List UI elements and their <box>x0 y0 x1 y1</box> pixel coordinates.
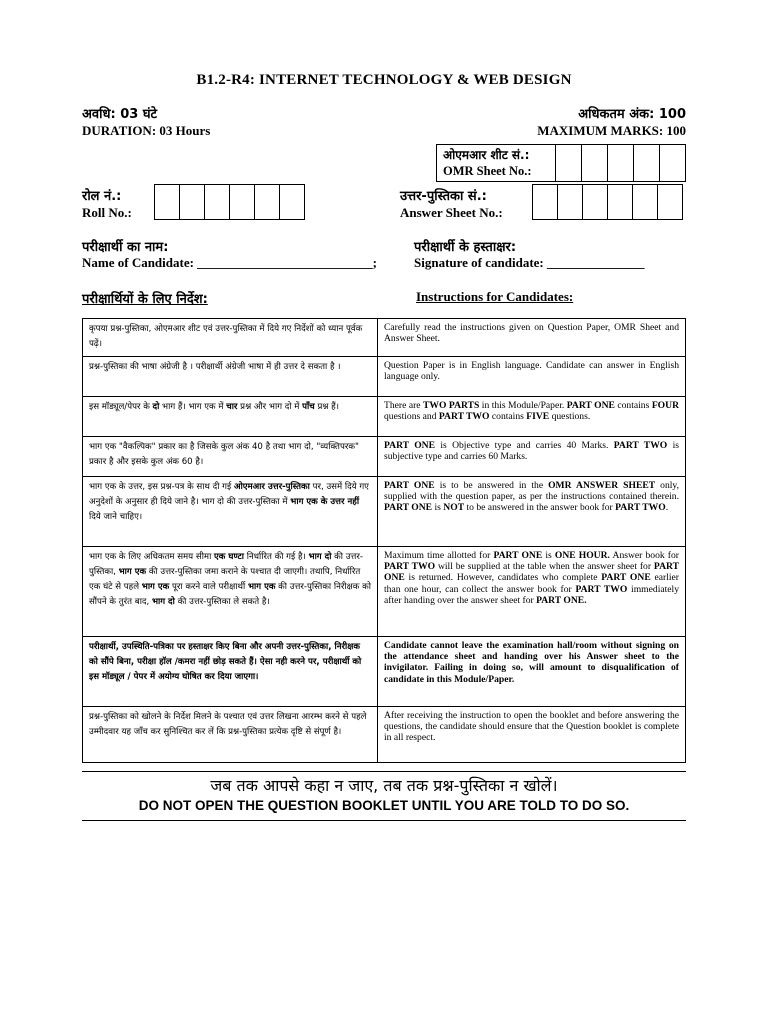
roll-label-hindi: रोल नं.: <box>82 189 122 204</box>
answer-sheet-digit-cell[interactable] <box>657 185 682 219</box>
roll-number-boxes <box>154 184 305 220</box>
instruction-row <box>83 437 686 477</box>
instructions-heading-english: Instructions for Candidates: <box>416 289 574 304</box>
candidate-signature-field[interactable]: Signature of candidate: _______________ <box>414 255 645 270</box>
roll-digit-cell[interactable] <box>204 185 229 219</box>
instruction-row <box>83 707 686 763</box>
roll-label-english: Roll No.: <box>82 205 132 220</box>
instruction-english: Carefully read the instructions given on Question Paper, OMR Sheet and Answer Sheet. <box>378 319 686 357</box>
instruction-english: PART ONE is to be answered in the OMR ANSWER SHEET only, supplied with the question paper, as per the instructions contained therein. PART ONE is NOT to be answered in the answer book for PART TWO. <box>378 477 686 547</box>
instruction-row <box>83 547 686 637</box>
omr-label-hindi: ओएमआर शीट सं.: <box>443 148 530 162</box>
instruction-english: Maximum time allotted for PART ONE is ONE HOUR. Answer book for PART TWO will be supplied at the table when the answer sheet for PART ONE is returned. However, candidates who complete PART ONE earlier than one hour, can collect the answer book for PART TWO immediately after handing over the answer sheet for PART ONE. <box>378 547 686 637</box>
instruction-hindi: भाग एक के उत्तर, इस प्रश्न-पत्र के साथ दी गई ओएमआर उत्तर-पुस्तिका पर, उसमें दिये गए अनुदेशों के अनुसार ही दिये जाने है। भाग दो की उत्तर-पुस्तिका में भाग एक के उत्तर नहीं दिये जाने चाहिए। <box>83 477 378 547</box>
instruction-row <box>83 319 686 357</box>
omr-sheet-label <box>443 147 532 179</box>
warning-hindi: जब तक आपसे कहा न जाए, तब तक प्रश्न-पुस्तिका न खोलें। <box>210 776 558 795</box>
instruction-hindi: परीक्षार्थी, उपस्थिति-पत्रिका पर हस्ताक्षर किए बिना और अपनी उत्तर-पुस्तिका, निरीक्षक को सौंपे बिना, परीक्षा हॉल /कमरा नहीं छोड़ सकते हैं। ऐसा नही करने पर, परीक्षार्थी को इस मॉड्यूल / पेपर में अयोग्य घोषित कर दिया जाएगा। <box>83 637 378 707</box>
roll-digit-cell[interactable] <box>254 185 279 219</box>
paper-title: B1.2-R4: INTERNET TECHNOLOGY & WEB DESIGN <box>196 72 572 88</box>
instruction-hindi: प्रश्न-पुस्तिका को खोलने के निर्देश मिलने के पश्चात एवं उत्तर लिखना आरम्भ करने से पहले उम्मीदवार यह जाँच कर सुनिश्चित कर लें कि प्रश्न-पुस्तिका प्रत्येक दृष्टि से संपूर्ण है। <box>83 707 378 763</box>
instruction-row <box>83 477 686 547</box>
footer-top-rule <box>82 771 686 772</box>
omr-digit-cells <box>555 145 685 181</box>
instruction-row <box>83 637 686 707</box>
instruction-hindi: कृपया प्रश्न-पुस्तिका, ओएमआर शीट एवं उत्तर-पुस्तिका में दिये गए निर्देशों को ध्यान पूर्वक पढ़ें। <box>83 319 378 357</box>
warning-english: DO NOT OPEN THE QUESTION BOOKLET UNTIL YOU ARE TOLD TO DO SO. <box>138 798 630 813</box>
instruction-english: Question Paper is in English language. Candidate can answer in English language only. <box>378 357 686 397</box>
answer-sheet-digit-cell[interactable] <box>557 185 582 219</box>
instructions-heading-hindi: परीक्षार्थियों के लिए निर्देश: <box>82 292 208 307</box>
max-marks-english: MAXIMUM MARKS: 100 <box>537 123 686 138</box>
answer-sheet-digit-cell[interactable] <box>582 185 607 219</box>
roll-digit-cell[interactable] <box>155 185 179 219</box>
omr-digit-cell[interactable] <box>607 145 633 181</box>
instruction-english: There are TWO PARTS in this Module/Paper. PART ONE contains FOUR questions and PART TWO contains FIVE questions. <box>378 397 686 437</box>
answer-sheet-number-boxes <box>532 184 683 220</box>
instruction-row <box>83 397 686 437</box>
candidate-name-field[interactable]: Name of Candidate: ___________________________; <box>82 255 378 270</box>
answer-sheet-label-english: Answer Sheet No.: <box>400 205 503 220</box>
instruction-hindi: इस मॉड्यूल/पेपर के दो भाग हैं। भाग एक में चार प्रश्न और भाग दो में पाँच प्रश्न हैं। <box>83 397 378 437</box>
answer-sheet-label-hindi: उत्तर-पुस्तिका सं.: <box>400 189 487 204</box>
instructions-table <box>82 318 686 763</box>
omr-label-english: OMR Sheet No.: <box>443 164 532 178</box>
answer-sheet-digit-cell[interactable] <box>607 185 632 219</box>
omr-sheet-number-box <box>436 144 686 182</box>
duration-english: DURATION: 03 Hours <box>82 123 211 138</box>
candidate-signature-label-hindi: परीक्षार्थी के हस्ताक्षर: <box>414 240 517 255</box>
answer-sheet-digit-cell[interactable] <box>533 185 557 219</box>
answer-sheet-digit-cell[interactable] <box>632 185 657 219</box>
roll-digit-cell[interactable] <box>279 185 304 219</box>
max-marks-hindi: अधिकतम अंक: 100 <box>578 107 686 122</box>
instruction-english: Candidate cannot leave the examination hall/room without signing on the attendance sheet and handing over his Answer sheet to the invigilator. Failing in doing so, will amount to disqualification of candidate in this Module/Paper. <box>378 637 686 707</box>
roll-digit-cell[interactable] <box>229 185 254 219</box>
duration-hindi: अवधि: 03 घंटे <box>82 107 158 122</box>
footer-bottom-rule <box>82 820 686 821</box>
omr-digit-cell[interactable] <box>581 145 607 181</box>
instruction-hindi: भाग एक "वैकल्पिक" प्रकार का है जिसके कुल अंक 40 है तथा भाग दो, "व्यक्तिपरक" प्रकार है और इसके कुल अंक 60 है। <box>83 437 378 477</box>
instruction-english: PART ONE is Objective type and carries 40 Marks. PART TWO is subjective type and carries 60 Marks. <box>378 437 686 477</box>
instruction-row <box>83 357 686 397</box>
instruction-hindi: भाग एक के लिए अधिकतम समय सीमा एक घण्टा निर्धारित की गई है। भाग दो की उत्तर-पुस्तिका, भाग एक की उत्तर-पुस्तिका जमा कराने के पश्चात दी जाएगी। तथापि, निर्धारित एक घंटे से पहले भाग एक पूरा करने वाले परीक्षार्थी भाग एक की उत्तर-पुस्तिका निरीक्षक को सौंपने के तुरंत बाद, भाग दो की उत्तर-पुस्तिका ले सकते है। <box>83 547 378 637</box>
omr-digit-cell[interactable] <box>633 145 659 181</box>
roll-digit-cell[interactable] <box>179 185 204 219</box>
omr-digit-cell[interactable] <box>555 145 581 181</box>
candidate-name-label-hindi: परीक्षार्थी का नाम: <box>82 240 169 255</box>
omr-digit-cell[interactable] <box>659 145 685 181</box>
instruction-hindi: प्रश्न-पुस्तिका की भाषा अंग्रेजी है । परीक्षार्थी अंग्रेजी भाषा में ही उत्तर दे सकता है । <box>83 357 378 397</box>
instruction-english: After receiving the instruction to open the booklet and before answering the questions, the candidate should ensure that the Question booklet is complete in all respect. <box>378 707 686 763</box>
